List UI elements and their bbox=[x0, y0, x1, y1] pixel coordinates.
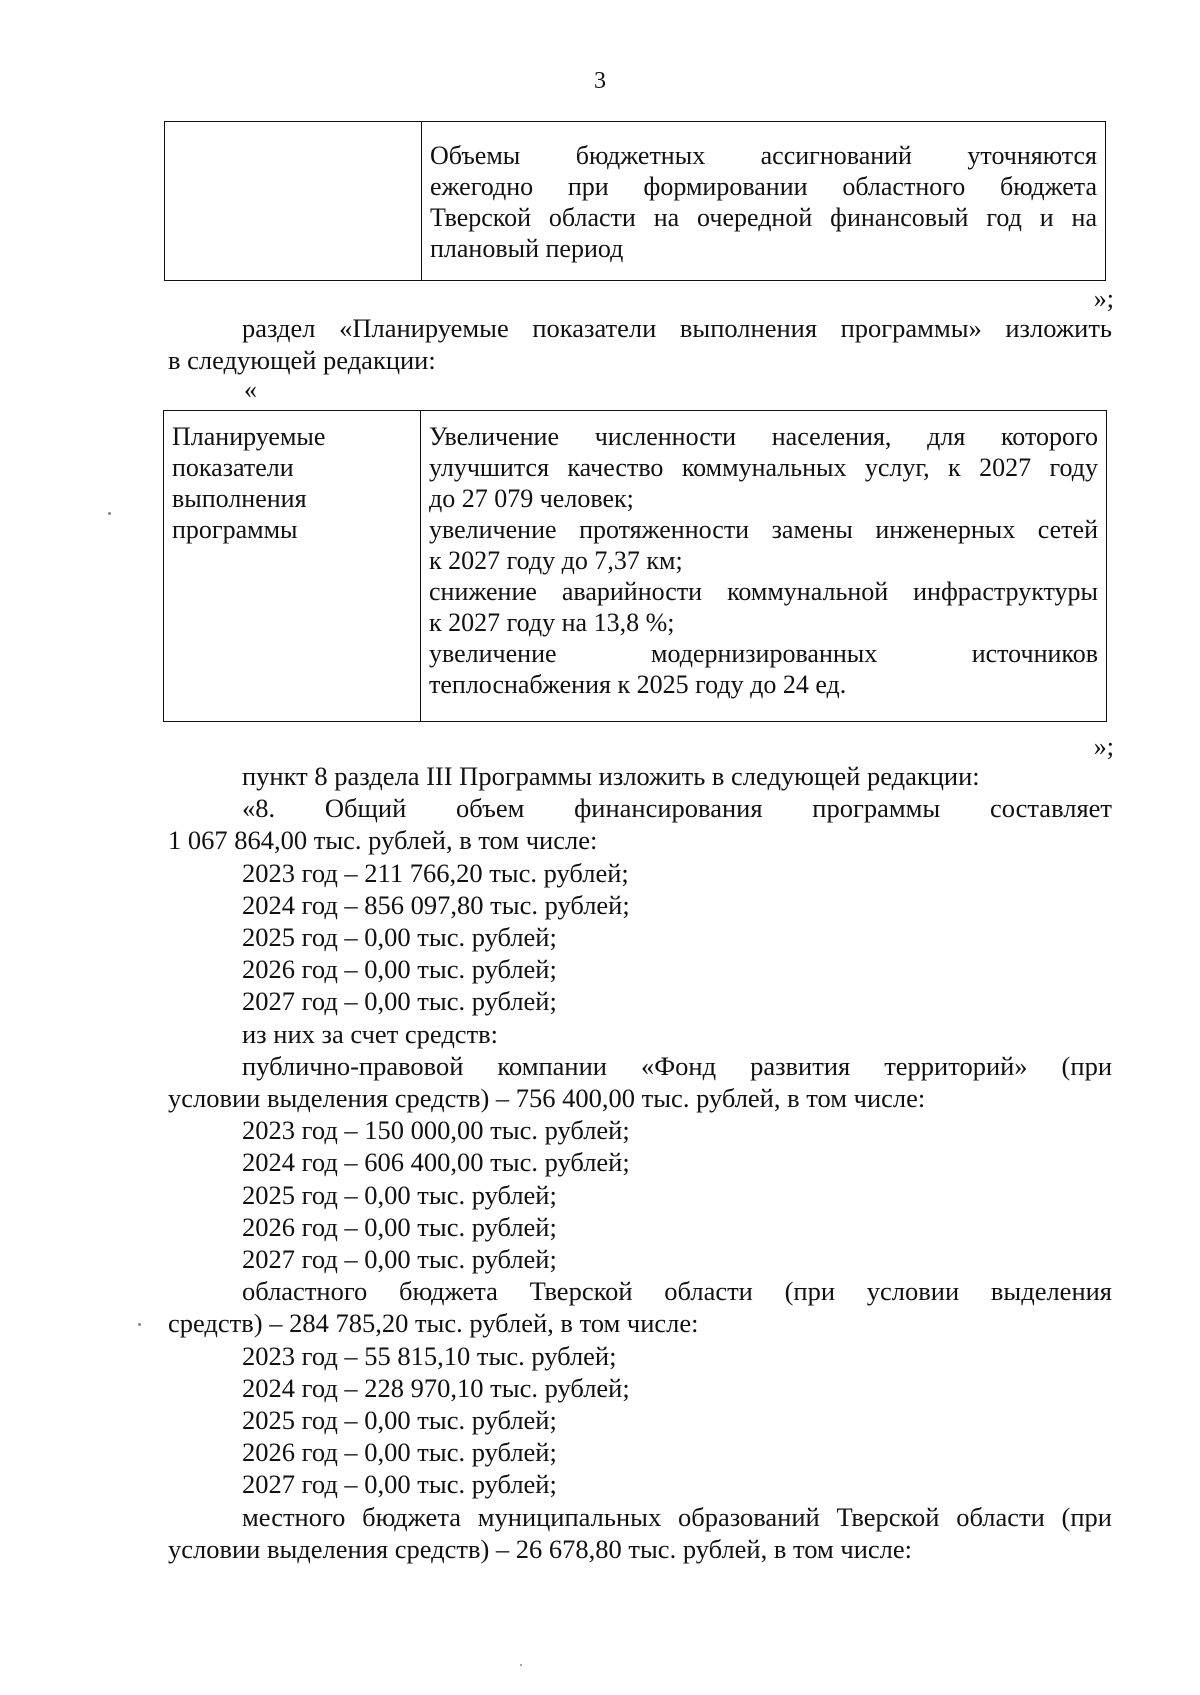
table-text-line: снижение аварийности коммунальной инфраструктуры bbox=[429, 577, 1098, 606]
table-text-line: к 2027 году на 13,8 %; bbox=[429, 608, 675, 637]
paragraph: из них за счет средств: bbox=[242, 1018, 499, 1049]
table-text-line: плановый период bbox=[430, 234, 624, 263]
table-text-line: Объемы бюджетных ассигнований уточняются bbox=[430, 141, 1097, 170]
section-intro-line: раздел «Планируемые показатели выполнения программы» изложить bbox=[242, 313, 1112, 343]
table-text-line: увеличение протяженности замены инженерных сетей bbox=[429, 515, 1098, 544]
year-amount-line: 2023 год – 150 000,00 тыс. рублей; bbox=[242, 1115, 630, 1146]
planned-indicators-table bbox=[163, 410, 1107, 722]
opening-quote: « bbox=[244, 375, 257, 404]
page-number: 3 bbox=[594, 68, 606, 94]
table-text-line: показатели bbox=[172, 453, 294, 482]
year-amount-line: 2023 год – 55 815,10 тыс. рублей; bbox=[242, 1340, 617, 1371]
year-amount-line: 2027 год – 0,00 тыс. рублей; bbox=[242, 1469, 557, 1500]
paragraph: 1 067 864,00 тыс. рублей, в том числе: bbox=[168, 825, 598, 856]
year-amount-line: 2025 год – 0,00 тыс. рублей; bbox=[242, 1179, 557, 1210]
table-text-line: увеличение модернизированных источников bbox=[429, 639, 1098, 668]
budget-allocation-table bbox=[164, 121, 1106, 281]
paragraph: «8. Общий объем финансирования программы составляет bbox=[242, 793, 1112, 824]
table-text-line: улучшится качество коммунальных услуг, к 2027 году bbox=[429, 453, 1098, 482]
scan-speck bbox=[138, 1323, 141, 1326]
table-row bbox=[165, 122, 1106, 281]
year-amount-line: 2027 год – 0,00 тыс. рублей; bbox=[242, 986, 557, 1017]
budget-allocation-cell bbox=[422, 122, 1106, 281]
table-text-line: до 27 079 человек; bbox=[429, 484, 634, 513]
table-text-line: к 2027 году до 7,37 км; bbox=[429, 546, 683, 575]
paragraph: условии выделения средств) – 756 400,00 тыс. рублей, в том числе: bbox=[168, 1083, 926, 1114]
scan-speck bbox=[108, 512, 111, 515]
table-text-line: Планируемые bbox=[172, 422, 326, 451]
table-text-line: выполнения bbox=[172, 484, 307, 513]
paragraph: пункт 8 раздела III Программы изложить в следующей редакции: bbox=[242, 761, 980, 791]
table-text-line: ежегодно при формировании областного бюджета bbox=[430, 172, 1097, 201]
table-text-line: теплоснабжения к 2025 году до 24 ед. bbox=[429, 670, 847, 699]
year-amount-line: 2024 год – 228 970,10 тыс. рублей; bbox=[242, 1372, 630, 1403]
paragraph: средств) – 284 785,20 тыс. рублей, в том числе: bbox=[168, 1308, 699, 1339]
table-cell-empty bbox=[165, 122, 422, 281]
paragraph: публично-правовой компании «Фонд развития территорий» (при bbox=[242, 1050, 1112, 1081]
table-row bbox=[164, 411, 1107, 722]
paragraph: местного бюджета муниципальных образований Тверской области (при bbox=[242, 1501, 1112, 1532]
paragraph: условии выделения средств) – 26 678,80 тыс. рублей, в том числе: bbox=[168, 1533, 912, 1564]
planned-indicators-label-cell bbox=[164, 411, 421, 722]
table-text-line: Увеличение численности населения, для которого bbox=[429, 422, 1098, 451]
closing-quote: »; bbox=[1093, 732, 1114, 761]
year-amount-line: 2025 год – 0,00 тыс. рублей; bbox=[242, 922, 557, 953]
section-intro-line: в следующей редакции: bbox=[168, 345, 436, 376]
table-text-line: программы bbox=[172, 515, 298, 544]
year-amount-line: 2025 год – 0,00 тыс. рублей; bbox=[242, 1405, 557, 1436]
financing-section bbox=[168, 760, 1112, 1565]
year-amount-line: 2026 год – 0,00 тыс. рублей; bbox=[242, 1211, 557, 1242]
year-amount-line: 2023 год – 211 766,20 тыс. рублей; bbox=[242, 857, 629, 888]
year-amount-line: 2026 год – 0,00 тыс. рублей; bbox=[242, 1437, 557, 1468]
section-intro bbox=[168, 312, 1112, 376]
closing-quote: »; bbox=[1093, 284, 1114, 313]
scan-speck bbox=[520, 1664, 522, 1666]
year-amount-line: 2024 год – 856 097,80 тыс. рублей; bbox=[242, 889, 630, 920]
year-amount-line: 2026 год – 0,00 тыс. рублей; bbox=[242, 954, 557, 985]
planned-indicators-value-cell bbox=[421, 411, 1107, 722]
year-amount-line: 2024 год – 606 400,00 тыс. рублей; bbox=[242, 1147, 630, 1178]
paragraph: областного бюджета Тверской области (при условии выделения bbox=[242, 1276, 1112, 1307]
year-amount-line: 2027 год – 0,00 тыс. рублей; bbox=[242, 1244, 557, 1275]
table-text-line: Тверской области на очередной финансовый год и на bbox=[430, 203, 1097, 232]
